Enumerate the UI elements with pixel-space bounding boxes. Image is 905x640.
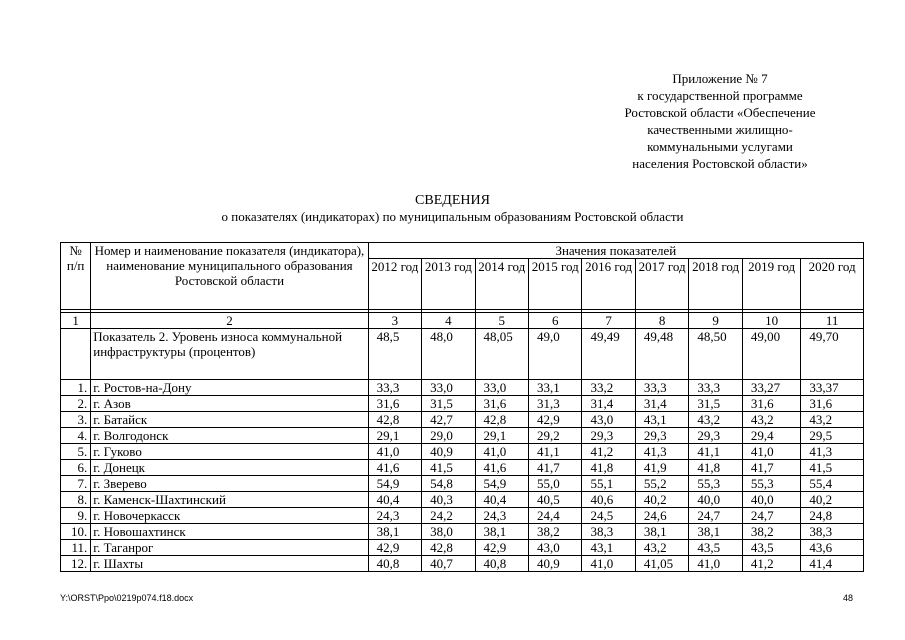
table-cell: 40,7	[422, 556, 475, 572]
header-year: 2017 год	[635, 259, 688, 310]
row-number: 3.	[61, 412, 91, 428]
table-cell: 31,3	[529, 396, 582, 412]
row-number: 7.	[61, 476, 91, 492]
table-cell: 33,37	[801, 380, 864, 396]
table-cell: 55,2	[635, 476, 688, 492]
table-cell: 29,3	[635, 428, 688, 444]
table-cell: 54,8	[422, 476, 475, 492]
table-row	[61, 476, 864, 492]
table-cell: 41,3	[801, 444, 864, 460]
indicator-value: 49,70	[801, 329, 864, 380]
table-cell: 55,1	[582, 476, 635, 492]
table-cell: 24,6	[635, 508, 688, 524]
indicator-value: 49,48	[635, 329, 688, 380]
table-cell: 41,0	[368, 444, 421, 460]
header-row	[61, 243, 864, 259]
table-cell: 29,4	[742, 428, 801, 444]
table-cell: 55,3	[742, 476, 801, 492]
table-cell: 41,6	[368, 460, 421, 476]
table-cell: 33,3	[368, 380, 421, 396]
table-cell: 41,0	[475, 444, 528, 460]
table-cell: 41,6	[475, 460, 528, 476]
table-cell: 43,0	[529, 540, 582, 556]
table-cell: 40,8	[475, 556, 528, 572]
table-row	[61, 508, 864, 524]
appendix-line: коммунальными услугами	[647, 139, 793, 154]
table-cell: 24,7	[689, 508, 742, 524]
table-cell: 24,3	[475, 508, 528, 524]
appendix-line: населения Ростовской области»	[632, 156, 808, 171]
column-index: 8	[635, 313, 688, 329]
indicator-value: 48,50	[689, 329, 742, 380]
table-cell: 43,2	[801, 412, 864, 428]
indicator-value: 48,05	[475, 329, 528, 380]
table-cell: 31,4	[582, 396, 635, 412]
appendix-line: Ростовской области «Обеспечение	[624, 105, 816, 120]
municipality-name: г. Таганрог	[91, 540, 368, 556]
table-cell: 31,6	[742, 396, 801, 412]
municipality-name: г. Гуково	[91, 444, 368, 460]
table-cell: 42,7	[422, 412, 475, 428]
table-cell: 38,1	[475, 524, 528, 540]
table-cell: 31,5	[422, 396, 475, 412]
municipality-name: г. Шахты	[91, 556, 368, 572]
table-row	[61, 444, 864, 460]
column-index-row	[61, 313, 864, 329]
header-year: 2020 год	[801, 259, 864, 310]
footer-file-path: Y:\ORST\Ppo\0219p074.f18.docx	[60, 593, 194, 603]
table-cell: 24,7	[742, 508, 801, 524]
table-cell: 38,1	[689, 524, 742, 540]
table-cell: 29,2	[529, 428, 582, 444]
column-index: 6	[529, 313, 582, 329]
header-year: 2016 год	[582, 259, 635, 310]
table-row	[61, 396, 864, 412]
column-index: 3	[368, 313, 421, 329]
table-cell: 54,9	[475, 476, 528, 492]
table-cell: 33,1	[529, 380, 582, 396]
table-cell: 24,8	[801, 508, 864, 524]
table-cell: 41,7	[742, 460, 801, 476]
document-subtitle: о показателях (индикаторах) по муниципальным образованиям Ростовской области	[221, 209, 684, 224]
table-cell: 42,8	[475, 412, 528, 428]
table-cell: 38,2	[742, 524, 801, 540]
row-number: 12.	[61, 556, 91, 572]
table-cell: 41,7	[529, 460, 582, 476]
table-cell: 40,9	[422, 444, 475, 460]
table-cell: 43,2	[635, 540, 688, 556]
table-cell: 29,5	[801, 428, 864, 444]
table-cell: 41,8	[582, 460, 635, 476]
table-cell: 54,9	[368, 476, 421, 492]
row-number: 1.	[61, 380, 91, 396]
column-index: 11	[801, 313, 864, 329]
table-cell: 41,1	[689, 444, 742, 460]
table-cell: 42,9	[529, 412, 582, 428]
appendix-line: качественными жилищно-	[647, 122, 793, 137]
row-number: 2.	[61, 396, 91, 412]
column-index: 9	[689, 313, 742, 329]
table-cell: 40,0	[742, 492, 801, 508]
municipality-name: г. Новошахтинск	[91, 524, 368, 540]
row-number: 4.	[61, 428, 91, 444]
municipality-name: г. Ростов-на-Дону	[91, 380, 368, 396]
table-cell: 41,3	[635, 444, 688, 460]
municipality-name: г. Новочеркасск	[91, 508, 368, 524]
municipality-name: г. Зверево	[91, 476, 368, 492]
table-cell: 41,5	[801, 460, 864, 476]
table-cell: 38,1	[635, 524, 688, 540]
table-cell: 31,6	[368, 396, 421, 412]
table-cell: 29,1	[475, 428, 528, 444]
table-cell: 38,0	[422, 524, 475, 540]
table-row	[61, 428, 864, 444]
table-cell: 38,3	[801, 524, 864, 540]
table-cell: 33,2	[582, 380, 635, 396]
table-cell: 31,4	[635, 396, 688, 412]
table-cell: 40,2	[635, 492, 688, 508]
table-cell: 29,1	[368, 428, 421, 444]
table-cell: 33,0	[422, 380, 475, 396]
table-cell: 40,8	[368, 556, 421, 572]
table-cell: 38,1	[368, 524, 421, 540]
table-cell: 55,4	[801, 476, 864, 492]
table-cell: 41,8	[689, 460, 742, 476]
header-year: 2019 год	[742, 259, 801, 310]
table-cell: 41,5	[422, 460, 475, 476]
table-row	[61, 460, 864, 476]
table-cell: 55,0	[529, 476, 582, 492]
table-cell: 41,0	[582, 556, 635, 572]
table-cell: 43,1	[582, 540, 635, 556]
table-cell: 40,4	[475, 492, 528, 508]
table-cell: 42,8	[368, 412, 421, 428]
header-year: 2013 год	[422, 259, 475, 310]
table-cell: 38,2	[529, 524, 582, 540]
table-cell: 38,3	[582, 524, 635, 540]
table-cell: 41,2	[582, 444, 635, 460]
table-cell: 31,6	[475, 396, 528, 412]
table-cell: 29,3	[582, 428, 635, 444]
table-cell: 24,3	[368, 508, 421, 524]
table-row	[61, 524, 864, 540]
header-year: 2018 год	[689, 259, 742, 310]
table-cell: 43,2	[689, 412, 742, 428]
table-cell: 42,9	[475, 540, 528, 556]
table-cell: 43,5	[742, 540, 801, 556]
table-cell: 40,3	[422, 492, 475, 508]
municipality-name: г. Донецк	[91, 460, 368, 476]
indicator-value: 48,5	[368, 329, 421, 380]
appendix-line: Приложение № 7	[672, 71, 768, 86]
indicator-value: 49,0	[529, 329, 582, 380]
column-index: 4	[422, 313, 475, 329]
column-index: 1	[61, 313, 91, 329]
municipality-name: г. Каменск-Шахтинский	[91, 492, 368, 508]
row-number: 9.	[61, 508, 91, 524]
appendix-header	[560, 70, 880, 172]
table-cell: 40,9	[529, 556, 582, 572]
header-year: 2012 год	[368, 259, 421, 310]
header-year: 2015 год	[529, 259, 582, 310]
document-title: СВЕДЕНИЯ	[415, 193, 490, 208]
table-cell: 41,2	[742, 556, 801, 572]
header-name: Номер и наименование показателя (индикатора), наименование муниципального образования Ростовской области	[91, 243, 368, 310]
row-number: 5.	[61, 444, 91, 460]
table-cell: 33,27	[742, 380, 801, 396]
row-number: 8.	[61, 492, 91, 508]
table-cell: 41,9	[635, 460, 688, 476]
table-cell: 41,05	[635, 556, 688, 572]
table-cell: 43,0	[582, 412, 635, 428]
table-cell: 41,1	[529, 444, 582, 460]
table-cell: 40,0	[689, 492, 742, 508]
indicator-value: 49,49	[582, 329, 635, 380]
table-cell: 31,5	[689, 396, 742, 412]
table-cell: 40,5	[529, 492, 582, 508]
row-number: 10.	[61, 524, 91, 540]
row-number: 11.	[61, 540, 91, 556]
footer-page-number: 48	[843, 593, 854, 603]
table-cell: 43,6	[801, 540, 864, 556]
indicator-name: Показатель 2. Уровень износа коммунальной инфраструктуры (процентов)	[91, 329, 368, 380]
row-number: 6.	[61, 460, 91, 476]
table-cell: 40,2	[801, 492, 864, 508]
column-index: 10	[742, 313, 801, 329]
table-cell: 33,3	[635, 380, 688, 396]
header-num: № п/п	[61, 243, 91, 310]
table-row	[61, 412, 864, 428]
table-cell: 40,6	[582, 492, 635, 508]
header-year: 2014 год	[475, 259, 528, 310]
table-cell: 24,4	[529, 508, 582, 524]
indicator-row	[61, 329, 864, 380]
table-cell: 31,6	[801, 396, 864, 412]
indicator-value: 48,0	[422, 329, 475, 380]
column-index: 2	[91, 313, 368, 329]
table-cell: 43,1	[635, 412, 688, 428]
table-cell: 43,2	[742, 412, 801, 428]
indicator-num	[61, 329, 91, 380]
table-row	[61, 556, 864, 572]
table-row	[61, 380, 864, 396]
table-cell: 24,5	[582, 508, 635, 524]
header-values-group: Значения показателей	[368, 243, 863, 259]
table-cell: 42,9	[368, 540, 421, 556]
municipality-name: г. Волгодонск	[91, 428, 368, 444]
table-cell: 55,3	[689, 476, 742, 492]
appendix-line: к государственной программе	[637, 88, 803, 103]
table-cell: 40,4	[368, 492, 421, 508]
table-cell: 41,0	[742, 444, 801, 460]
table-row	[61, 492, 864, 508]
table-cell: 41,0	[689, 556, 742, 572]
table-row	[61, 540, 864, 556]
table-cell: 29,0	[422, 428, 475, 444]
table-cell: 43,5	[689, 540, 742, 556]
table-cell: 41,4	[801, 556, 864, 572]
column-index: 5	[475, 313, 528, 329]
table-cell: 29,3	[689, 428, 742, 444]
table-cell: 24,2	[422, 508, 475, 524]
table-cell: 42,8	[422, 540, 475, 556]
table-cell: 33,0	[475, 380, 528, 396]
column-index: 7	[582, 313, 635, 329]
table-cell: 33,3	[689, 380, 742, 396]
indicator-value: 49,00	[742, 329, 801, 380]
indicators-table	[60, 242, 864, 572]
municipality-name: г. Азов	[91, 396, 368, 412]
municipality-name: г. Батайск	[91, 412, 368, 428]
